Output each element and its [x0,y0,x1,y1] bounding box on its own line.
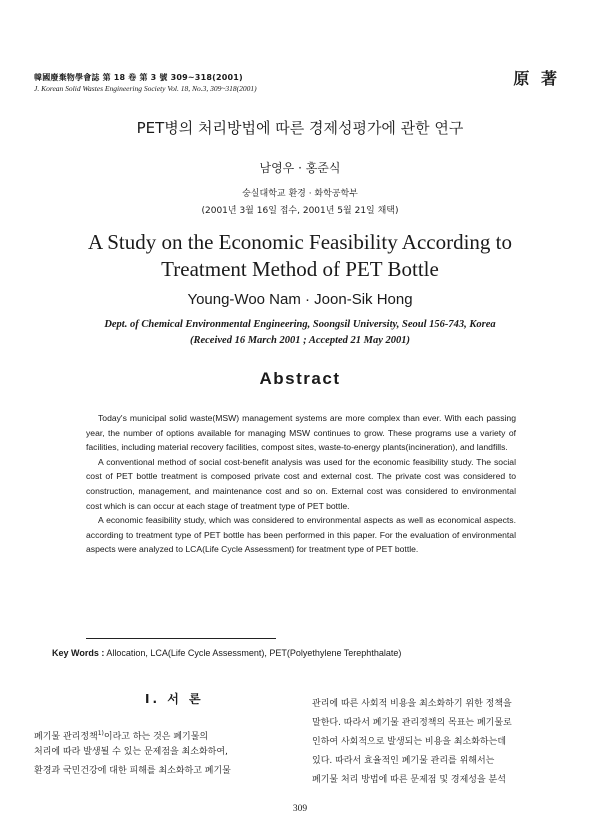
text-line: 폐기물 관리정책$^{1)}$이라고 하는 것은 폐기물의 [34,730,209,742]
title-en-line1: A Study on the Economic Feasibility According to [87,230,513,254]
authors-en: Young-Woo Nam · Joon-Sik Hong [187,291,413,308]
abstract-paragraph: A conventional method of social cost-benefit analysis was used for the economic feasibility study. The social cost of PET bottle treatment is composed private cost and external cost. The private cost was considered to construction, management, and maintenance cost and so on. External cost was considered to environmental cost which is can occur at each stage of treatment type of PET bottle. [86,456,516,511]
dates-kr: (2001년 3월 16일 접수, 2001년 5월 21일 채택) [201,206,399,216]
keywords-list: Allocation, LCA(Life Cycle Assessment), PET(Polyethylene Terephthalate) [106,648,402,658]
reference-marker: 1) [97,730,104,737]
text-line: 처리에 따라 발생될 수 있는 문제점을 최소화하여, [34,747,228,757]
journal-header-en: J. Korean Solid Wastes Engineering Society Vol. 18, No.3, 309~318(2001) [34,84,257,93]
abstract-heading: Abstract [259,369,341,388]
title-kr: PET병의 처리방법에 따른 경제성평가에 관한 연구 [136,119,464,137]
affiliation-kr: 숭실대학교 환경 · 화학공학부 [242,189,358,199]
text-line: 폐기물 처리 방법에 따른 문제점 및 경제성을 분석 [312,775,506,785]
affiliation-en: Dept. of Chemical Environmental Engineering, Soongsil University, Seoul 156-743, Korea [104,319,496,330]
text-line: 인하여 사회적으로 발생되는 비용을 최소화하는데 [312,737,507,747]
article-type-label: 原 著 [513,69,560,88]
section-heading-introduction: Ⅰ. 서 론 [145,692,204,706]
title-en-line2: Treatment Method of PET Bottle [161,257,439,281]
right-column-text [312,695,574,790]
text-line: 있다. 따라서 효율적인 폐기물 관리를 위해서는 [312,756,495,766]
abstract-paragraph: A economic feasibility study, which was considered to environmental aspects as well as economical aspects. according to treatment type of PET bottle has been performed in this paper. For the evaluation of environmental aspects were analyzed to LCA(Life Cycle Assessment) for treatment type of PET bottle. [86,515,516,555]
keywords-label: Key Words : [52,648,105,658]
left-column-text [34,724,294,781]
keywords [52,648,401,658]
page-number: 309 [292,804,308,814]
text-line: 말한다. 따라서 폐기물 관리정책의 목표는 폐기물로 [312,718,512,728]
text-line: 환경과 국민건강에 대한 피해를 최소화하고 폐기물 [34,766,231,776]
journal-header-kr: 韓國廢棄物學會誌 第 18 卷 第 3 號 309~318(2001) [34,73,243,82]
divider-rule [86,638,276,639]
received-dates-en: (Received 16 March 2001 ; Accepted 21 May 2001) [189,335,411,346]
text-line: 관리에 따른 사회적 비용을 최소화하기 위한 정책을 [312,699,512,709]
abstract-paragraph: Today's municipal solid waste(MSW) management systems are more complex than ever. With each passing year, the number of options available for managing MSW continues to grow. These programs use a variety of facilities, including material recovery facilities, compost sites, waste-to-energy plants(incineration), and landfills. [86,413,516,453]
abstract-body [86,411,516,557]
authors-kr: 남영우 · 홍준식 [259,161,341,175]
